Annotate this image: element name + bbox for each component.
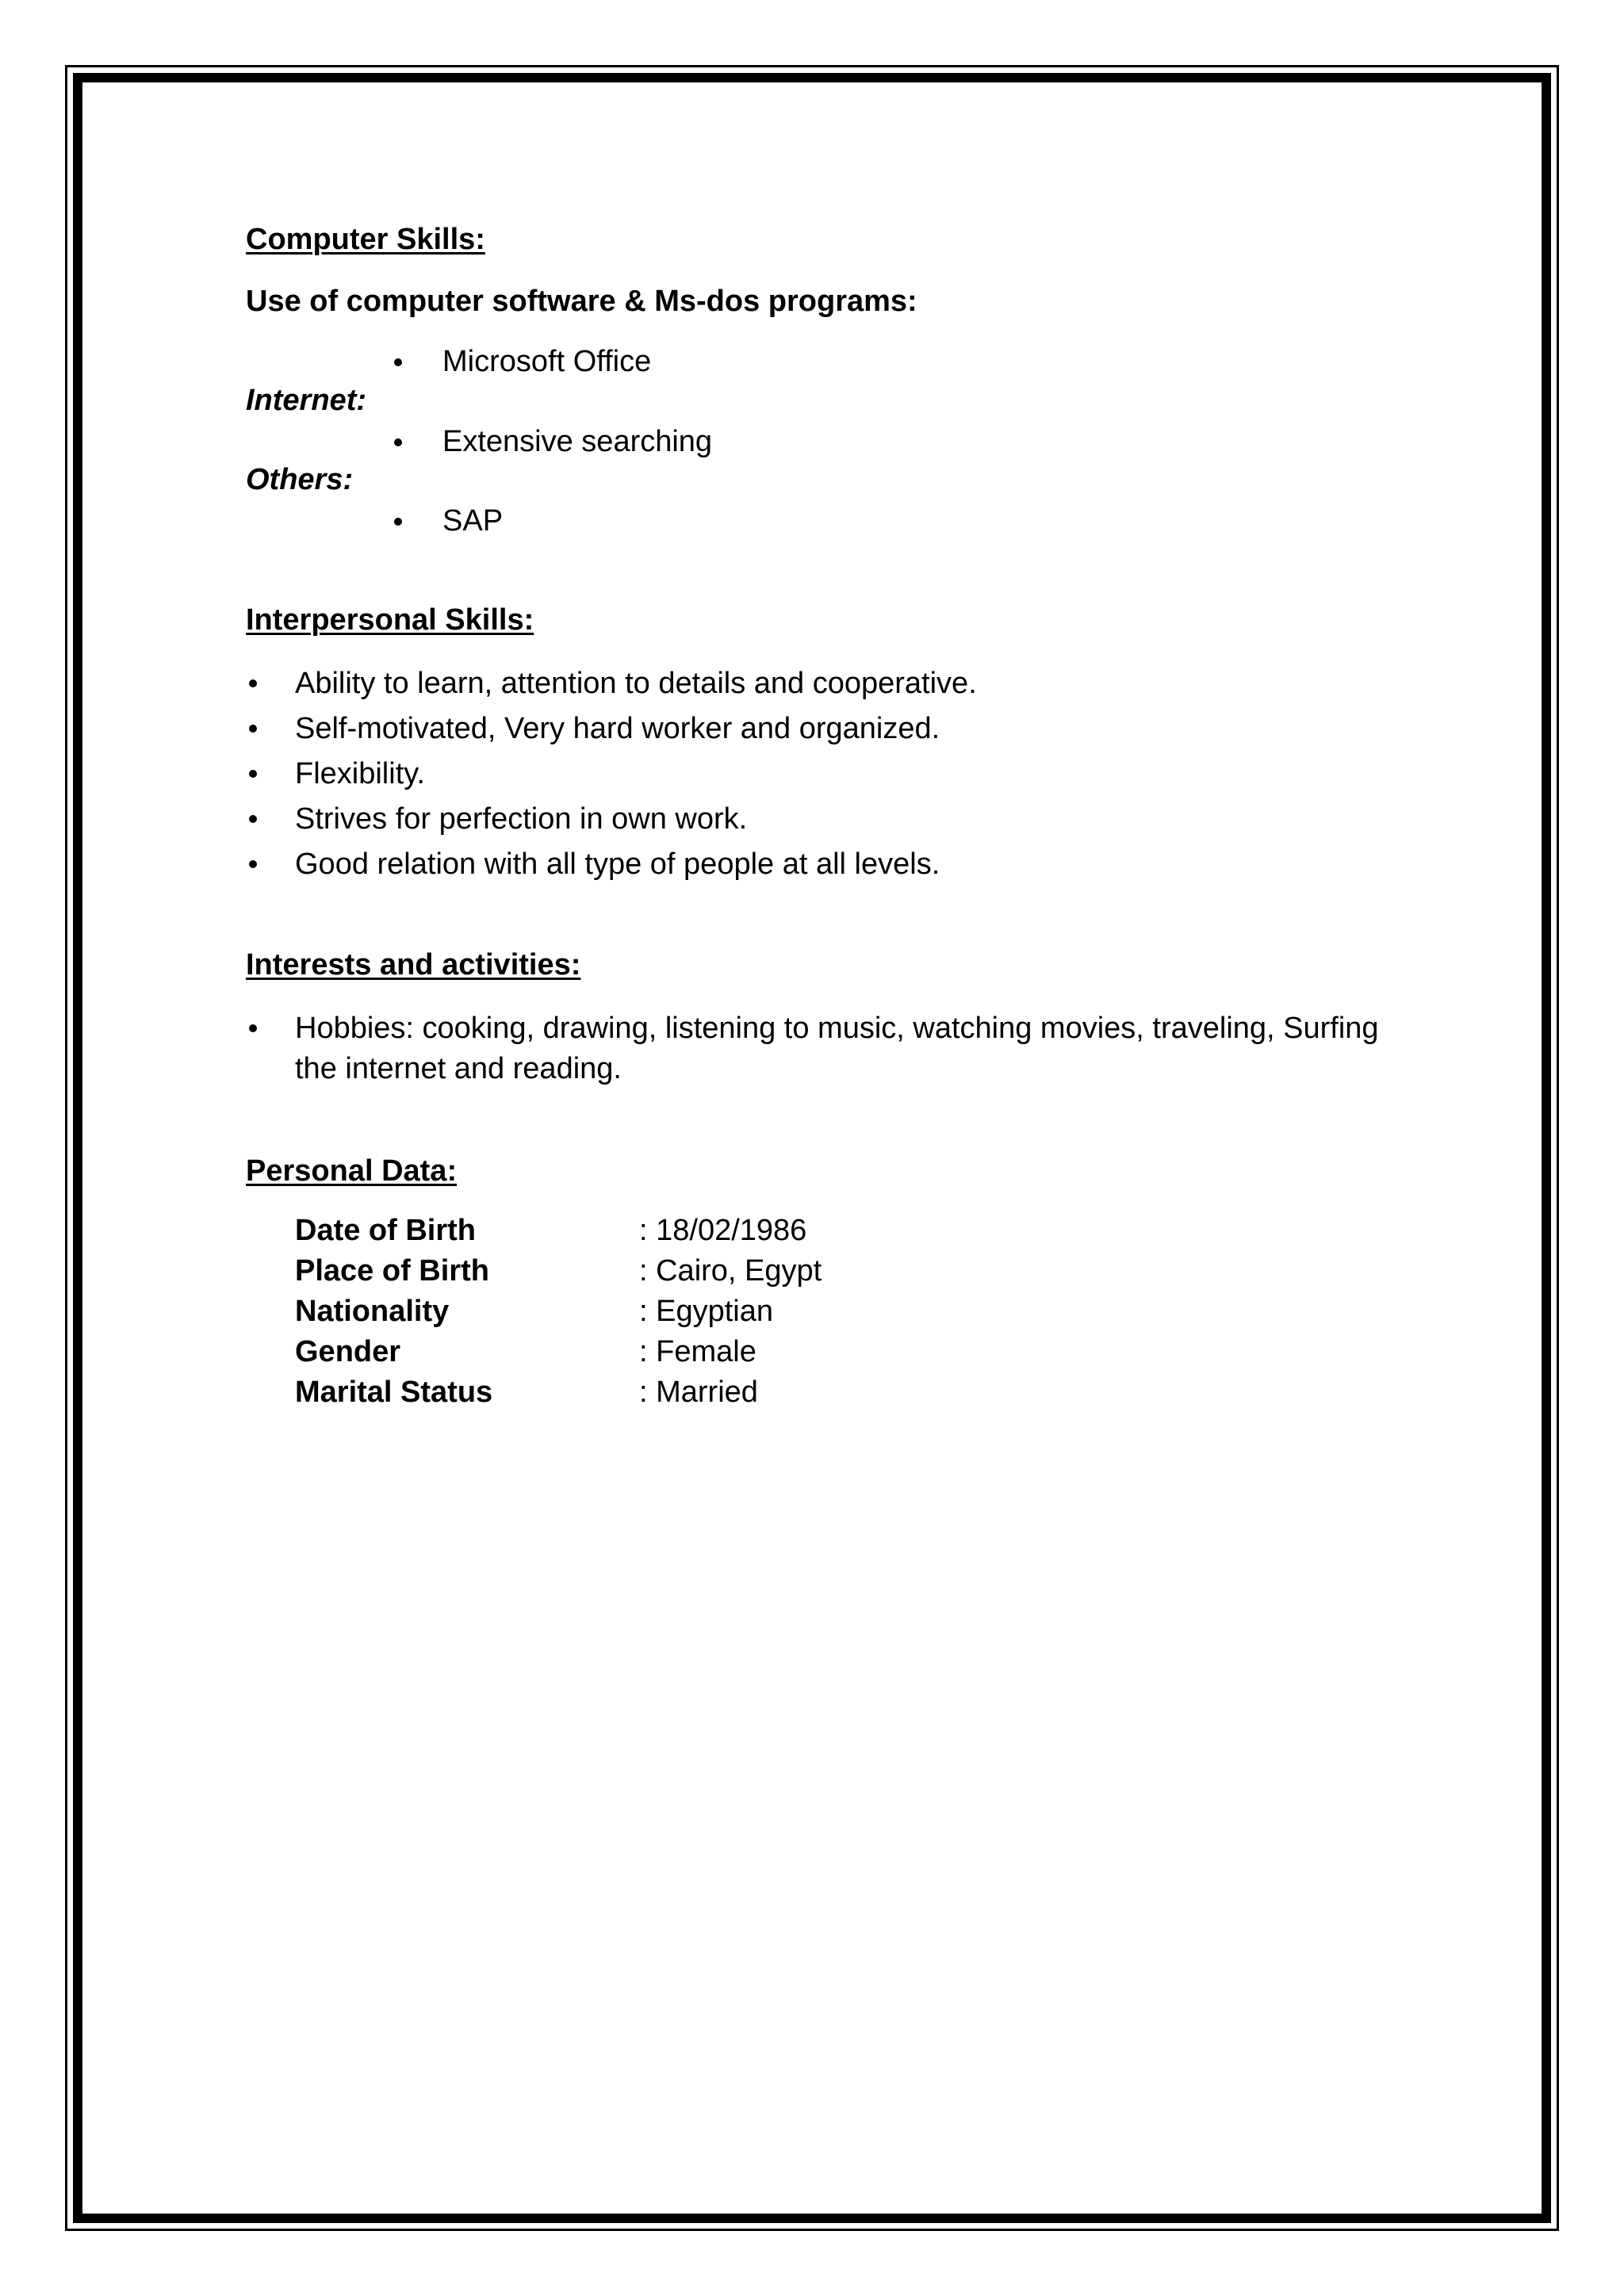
bullet-icon (249, 860, 257, 868)
personal-value: : Egyptian (639, 1295, 773, 1328)
interpersonal-item: Flexibility. (295, 757, 425, 790)
personal-value: : Female (639, 1335, 756, 1368)
internet-label: Internet: (246, 384, 366, 417)
personal-value: : Married (639, 1376, 758, 1409)
bullet-icon (249, 815, 257, 823)
software-heading: Use of computer software & Ms-dos programs: (246, 285, 917, 318)
personal-label: Gender (295, 1335, 401, 1368)
personal-label: Marital Status (295, 1376, 493, 1409)
hobbies-line-1: Hobbies: cooking, drawing, listening to music, watching movies, traveling, Surfing (295, 1012, 1379, 1045)
interpersonal-item: Ability to learn, attention to details and cooperative. (295, 667, 977, 700)
personal-label: Nationality (295, 1295, 450, 1328)
others-label: Others: (246, 463, 354, 496)
bullet-icon (249, 1024, 257, 1032)
bullet-icon (249, 770, 257, 778)
interpersonal-heading: Interpersonal Skills: (246, 603, 534, 637)
software-item: Microsoft Office (442, 345, 652, 378)
personal-label: Date of Birth (295, 1214, 476, 1247)
interpersonal-item: Self-motivated, Very hard worker and organized. (295, 712, 940, 745)
interpersonal-item: Strives for perfection in own work. (295, 802, 748, 836)
personal-value: : Cairo, Egypt (639, 1254, 822, 1288)
personal-label: Place of Birth (295, 1254, 489, 1288)
bullet-icon (394, 438, 402, 446)
interpersonal-item: Good relation with all type of people at all levels. (295, 848, 940, 881)
personal-data-heading: Personal Data: (246, 1154, 458, 1188)
computer-skills-heading: Computer Skills: (246, 223, 485, 256)
bullet-icon (249, 725, 257, 733)
personal-value: : 18/02/1986 (639, 1214, 807, 1247)
hobbies-line-2: the internet and reading. (295, 1052, 622, 1085)
interests-heading: Interests and activities: (246, 948, 581, 982)
internet-item: Extensive searching (442, 425, 713, 458)
bullet-icon (394, 358, 402, 366)
others-item: SAP (442, 504, 504, 538)
bullet-icon (394, 518, 402, 526)
bullet-icon (249, 679, 257, 687)
